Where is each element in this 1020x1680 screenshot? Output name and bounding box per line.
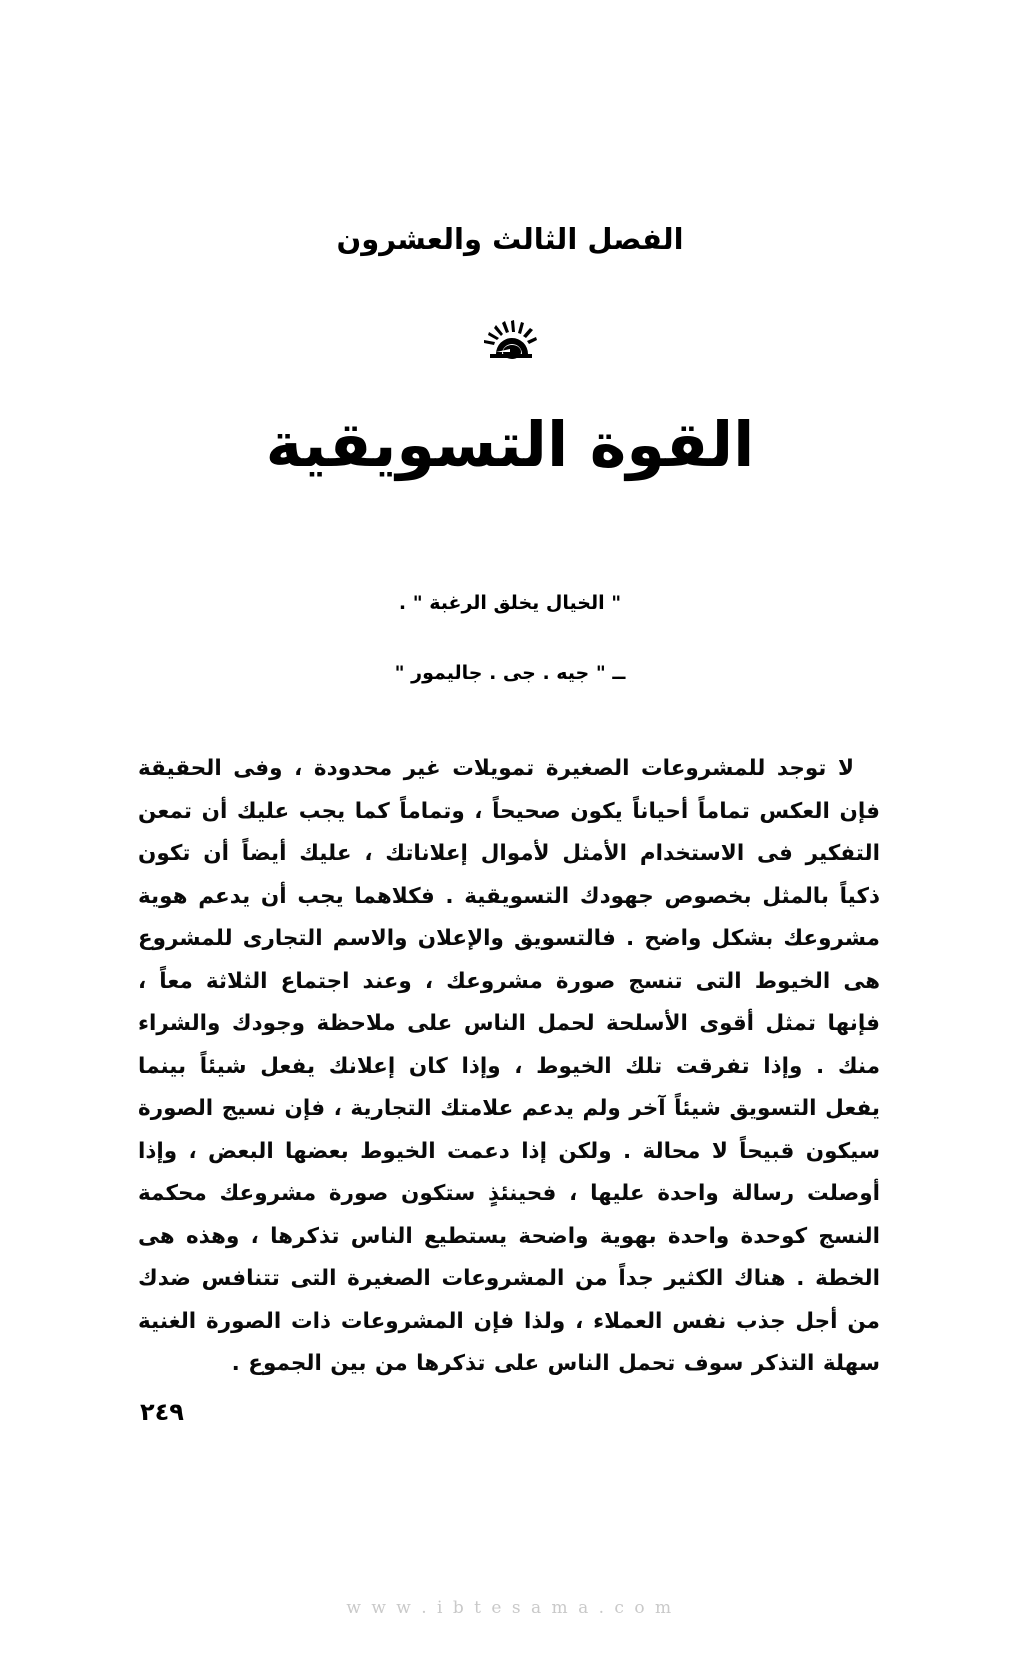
page-number: ٢٤٩ (140, 1398, 184, 1426)
page-title: القوة التسويقية (265, 408, 755, 481)
body-paragraph: لا توجد للمشروعات الصغيرة تمويلات غير محدودة ، وفى الحقيقة فإن العكس تماماً أحياناً يكون صحيحاً ، وتماماً كما يجب عليك أن تمعن التفكير فى الاستخدام الأمثل لأموال إعلاناتك ، عليك أيضاً أن تكون ذكياً بالمثل بخصوص جهودك التسويقية . فكلاهما يجب أن يدعم هوية مشروعك بشكل واضح . فالتسويق والإعلان والاسم التجارى للمشروع هى الخيوط التى تنسج صورة مشروعك ، وعند اجتماع الثلاثة معاً ، فإنها تمثل أقوى الأسلحة لحمل الناس على ملاحظة وجودك والشراء منك . وإذا تفرقت تلك الخيوط ، وإذا كان إعلانك يفعل شيئاً بينما يفعل التسويق شيئاً آخر ولم يدعم علامتك التجارية ، فإن نسيج الصورة سيكون قبيحاً لا محالة . ولكن إذا دعمت الخيوط بعضها البعض ، وإذا أوصلت رسالة واحدة عليها ، فحينئذٍ ستكون صورة مشروعك محكمة النسج كوحدة واحدة بهوية واضحة يستطيع الناس تذكرها ، وهذه هى الخطة . هناك الكثير جداً من المشروعات الصغيرة التى تتنافس ضدك من أجل جذب نفس العملاء ، ولذا فإن المشروعات ذات الصورة الغنية سهلة التذكر سوف تحمل الناس على تذكرها من بين الجموع . (138, 756, 880, 1376)
epigraph-attribution: ــ " جيه . جى . جاليمور " (394, 662, 626, 684)
epigraph-quote: " الخيال يخلق الرغبة " . (398, 592, 622, 614)
sunburst-ornament-icon (482, 312, 538, 362)
chapter-label: الفصل الثالث والعشرون (336, 222, 684, 256)
watermark: w w w . i b t e s a m a . c o m (346, 1598, 674, 1618)
chapter-ornament (0, 312, 1020, 362)
body-text (138, 748, 880, 1386)
